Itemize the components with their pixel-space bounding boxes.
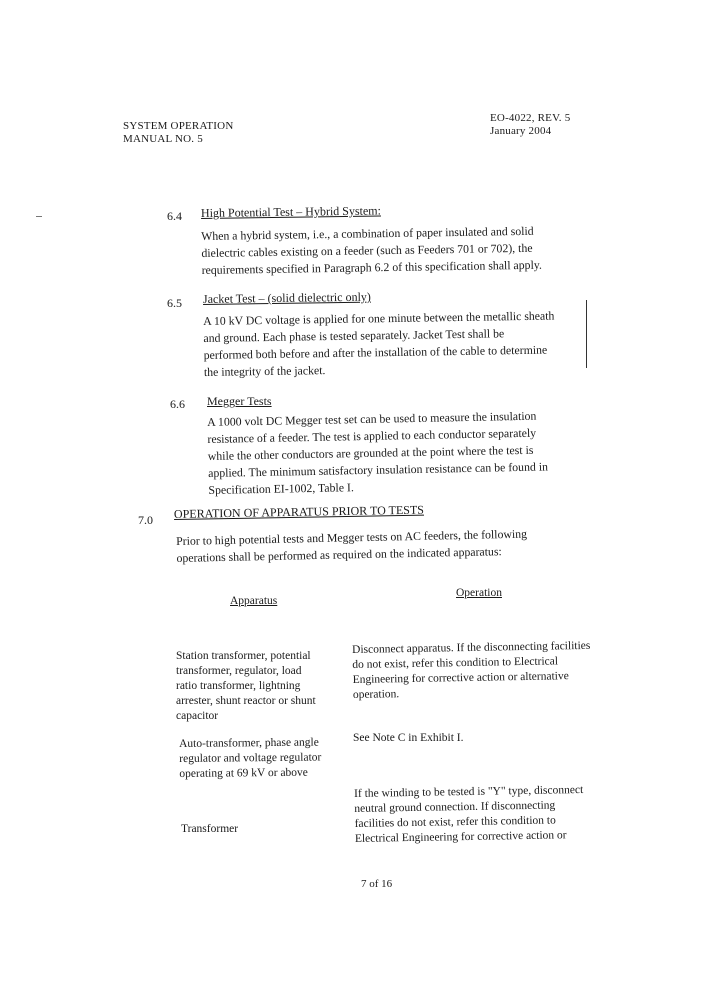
cell-line: Electrical Engineering for corrective action or [354,829,567,845]
cell-line: ratio transformer, lightning [176,680,301,692]
header-left [123,120,233,146]
section-title: Jacket Test – (solid dielectric only) [202,289,371,306]
section-paragraph [201,223,542,279]
scan-mark [36,216,42,217]
cell-line: Disconnect apparatus. If the disconnecting facilities [352,639,591,656]
paragraph-line: the integrity of the jacket. [203,363,326,379]
paragraph-line: resistance of a feeder. The test is applied to each conductor separately [207,425,537,446]
cell-line: operation. [352,688,400,701]
cell-line: Station transformer, potential [176,650,311,662]
cell-line: See Note C in Exhibit I. [353,732,464,744]
cell-line: neutral ground connection. If disconnecting [354,799,556,815]
operation-cell [354,783,584,847]
section-title: Megger Tests [207,394,272,408]
paragraph-line: A 10 kV DC voltage is applied for one minute between the metallic sheath [203,308,555,328]
section-number: 7.0 [138,513,153,527]
cell-line: transformer, regulator, load [176,665,302,677]
operation-cell [352,639,591,703]
paragraph-line: and ground. Each phase is tested separately. Jacket Test shall be [203,326,505,345]
page-number: 7 of 16 [361,878,393,890]
cell-line: do not exist, refer this condition to Electrical [352,655,559,671]
paragraph-line: A 1000 volt DC Megger test set can be used to measure the insulation [207,408,537,429]
document-number: EO-4022, REV. 5 [490,112,571,124]
section-number: 6.5 [167,296,182,310]
cell-line: Engineering for corrective action or alternative [352,670,569,686]
manual-number: MANUAL NO. 5 [123,133,203,145]
cell-line: If the winding to be tested is "Y" type, disconnect [354,784,584,800]
cell-line: Auto-transformer, phase angle [179,736,319,750]
paragraph-line: requirements specified in Paragraph 6.2 of this specification shall apply. [201,257,542,277]
section-title: High Potential Test – Hybrid System: [200,203,382,220]
apparatus-cell [179,736,322,782]
apparatus-cell [181,822,238,837]
document-date: January 2004 [490,125,552,137]
header-right [490,112,570,138]
cell-line: Transformer [181,823,239,835]
paragraph-line: performed both before and after the installation of the cable to determine [203,342,548,362]
revision-bar [586,300,587,368]
paragraph-line: Prior to high potential tests and Megger tests on AC feeders, the following [176,526,528,548]
section-number: 6.4 [167,209,182,223]
paragraph-line: dielectric cables existing on a feeder (such as Feeders 701 or 702), the [201,240,533,260]
paragraph-line: applied. The minimum satisfactory insulation resistance can be found in [207,459,549,480]
manual-title: SYSTEM OPERATION [123,120,234,132]
cell-line: operating at 69 kV or above [179,766,308,780]
paragraph-line: Specification EI-1002, Table I. [208,480,354,497]
paragraph-line: while the other conductors are grounded at the point where the test is [207,442,534,463]
paragraph-line: When a hybrid system, i.e., a combination of paper insulated and solid [201,223,534,243]
operation-cell [353,731,464,746]
section-number: 6.6 [170,397,185,411]
column-header-operation: Operation [456,587,502,599]
cell-line: capacitor [176,710,219,722]
section-intro [176,526,528,567]
cell-line: facilities do not exist, refer this condition to [354,814,556,830]
section-title: OPERATION OF APPARATUS PRIOR TO TESTS [173,502,425,521]
column-header-apparatus: Apparatus [230,595,278,607]
apparatus-cell [176,649,316,724]
section-paragraph [207,407,548,499]
section-paragraph [203,307,555,381]
cell-line: arrester, shunt reactor or shunt [176,695,316,707]
cell-line: regulator and voltage regulator [179,751,322,765]
paragraph-line: operations shall be performed as required on the indicated apparatus: [176,544,502,565]
